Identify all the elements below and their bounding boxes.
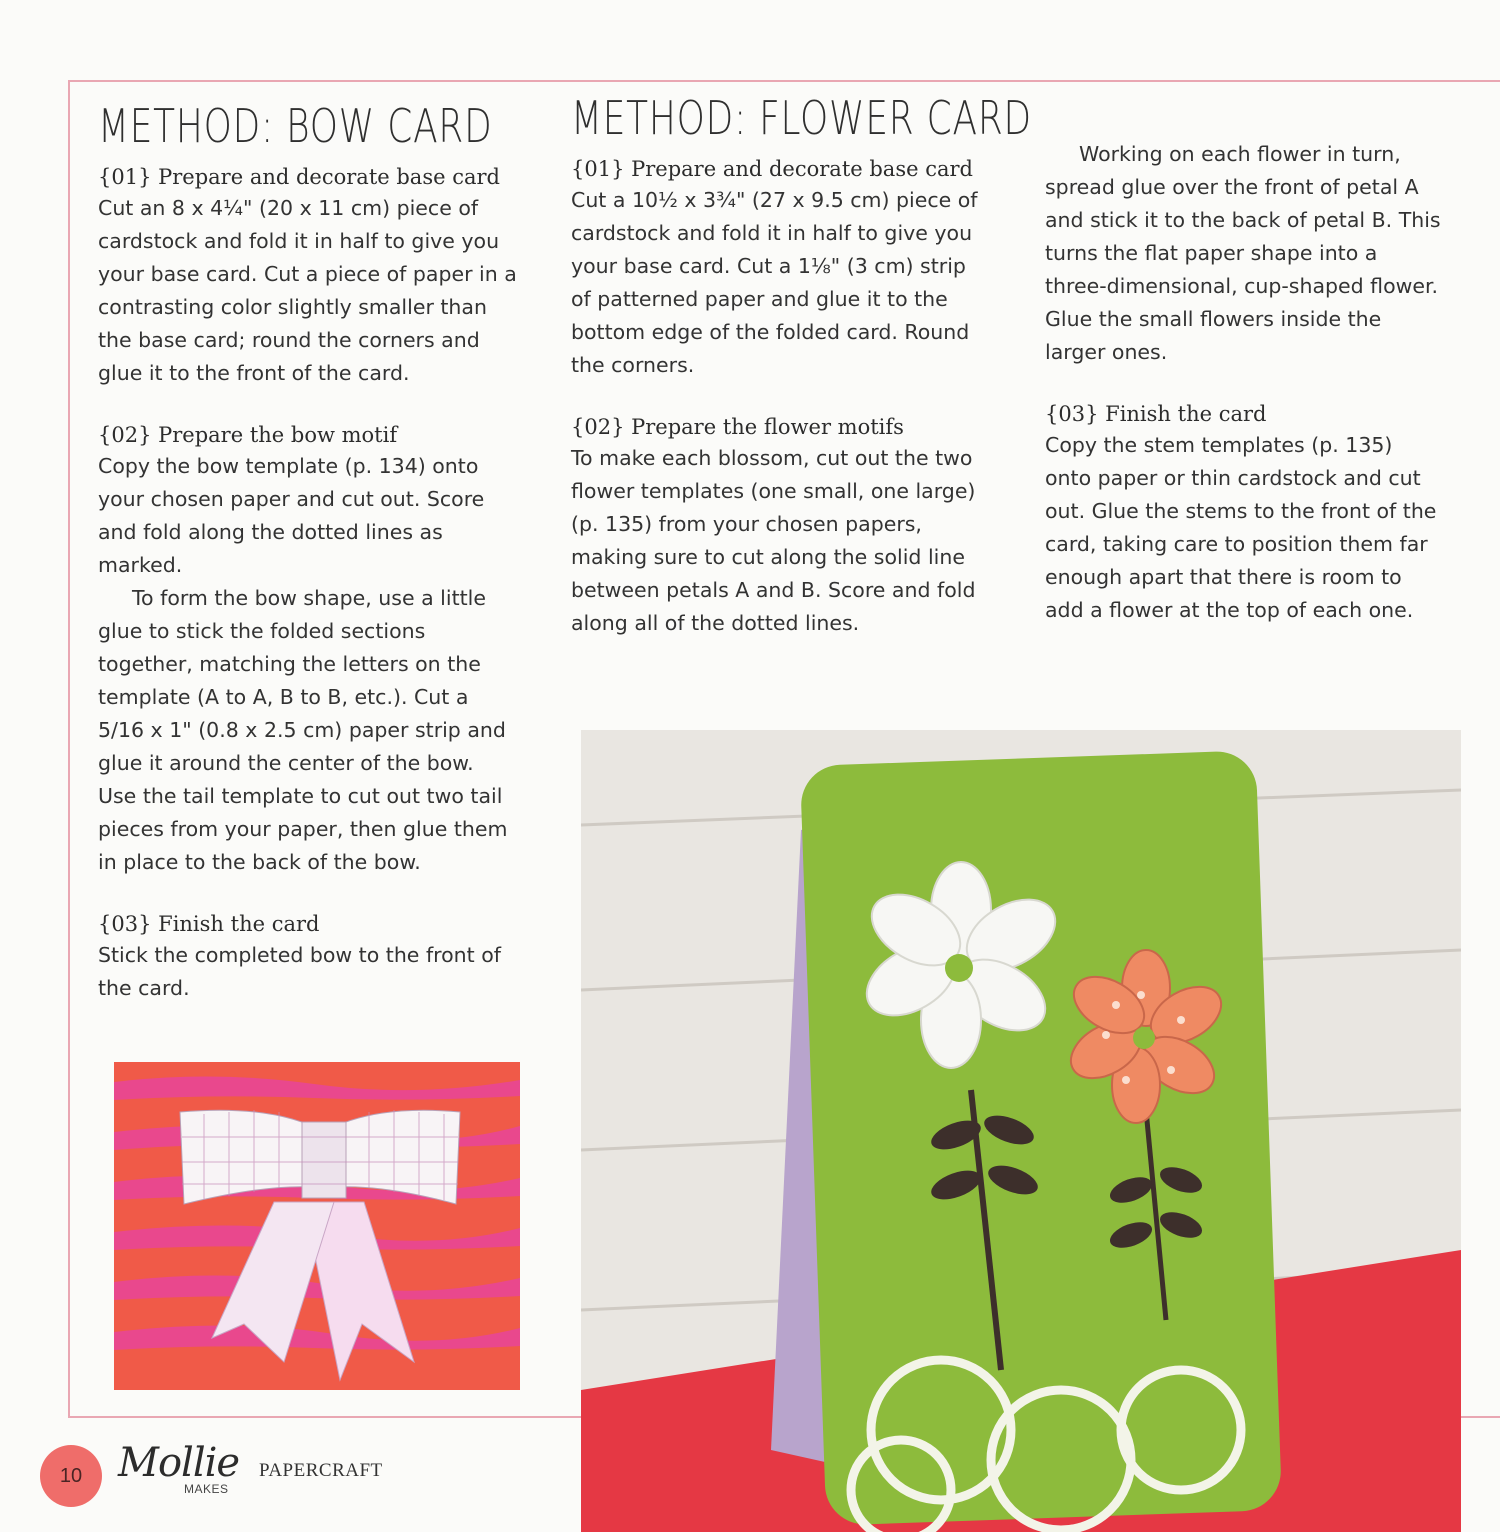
flower-step1-text: Cut a 10½ x 3¾" (27 x 9.5 cm) piece of cardstock and fold it in half to give you your base card. Cut a 1⅛" (3 cm) strip of patterned paper and glue it to the bottom edge of the folded card. Round the corners. bbox=[571, 188, 978, 377]
section-label: PAPERCRAFT bbox=[259, 1460, 383, 1481]
flower-step3-heading: {03} Finish the card bbox=[1045, 402, 1267, 426]
flower-step1-heading: {01} Prepare and decorate base card bbox=[571, 157, 973, 181]
flower-step2-continued: Working on each flower in turn, spread glue over the front of petal A and stick it to the back of petal B. This turns the flat paper shape into a three-dimensional, cup-shaped flower. Glue the small flowers inside the larger ones. bbox=[1045, 142, 1441, 364]
flower-step2-heading: {02} Prepare the flower motifs bbox=[571, 415, 904, 439]
flower-step2-text: To make each blossom, cut out the two flower templates (one small, one large) (p. 135) from your chosen papers, making sure to cut along the solid line between petals A and B. Score and fold along all of the dotted lines. bbox=[571, 446, 976, 635]
bow-step1-heading: {01} Prepare and decorate base card bbox=[98, 165, 500, 189]
bow-step3-text: Stick the completed bow to the front of the card. bbox=[98, 943, 501, 1000]
bow-step3-heading: {03} Finish the card bbox=[98, 912, 320, 936]
flower-card-continued-column bbox=[1045, 138, 1445, 627]
bow-step2-heading: {02} Prepare the bow motif bbox=[98, 423, 398, 447]
flower-card-title: METHOD: FLOWER CARD bbox=[571, 91, 1032, 145]
magazine-logo-sub: MAKES bbox=[184, 1482, 229, 1496]
flower-step3-text: Copy the stem templates (p. 135) onto paper or thin cardstock and cut out. Glue the stems to the front of the card, taking care to position them far enough apart that there is room to add a flower at the top of each one. bbox=[1045, 433, 1437, 622]
bow-step2-text-b: To form the bow shape, use a little glue to stick the folded sections together, matching the letters on the template (A to A, B to B, etc.). Cut a 5/16 x 1" (0.8 x 2.5 cm) paper strip and glue it around the center of the bow. Use the tail template to cut out two tail pieces from your paper, then glue them in place to the back of the bow. bbox=[98, 586, 508, 874]
magazine-logo: Mollie bbox=[118, 1440, 240, 1486]
flower-card-photo bbox=[581, 730, 1461, 1532]
bow-card-column bbox=[98, 100, 518, 1005]
flower-card-column bbox=[571, 91, 1032, 640]
bow-card-title: METHOD: BOW CARD bbox=[98, 99, 493, 153]
bow-step2-text-a: Copy the bow template (p. 134) onto your chosen paper and cut out. Score and fold along the dotted lines as marked. bbox=[98, 454, 485, 577]
bow-card-photo bbox=[114, 1062, 520, 1390]
page-number-badge: 10 bbox=[40, 1445, 102, 1507]
bow-step1-text: Cut an 8 x 4¼" (20 x 11 cm) piece of cardstock and fold it in half to give you your base card. Cut a piece of paper in a contrasting color slightly smaller than the base card; round the corners and glue it to the front of the card. bbox=[98, 196, 517, 385]
